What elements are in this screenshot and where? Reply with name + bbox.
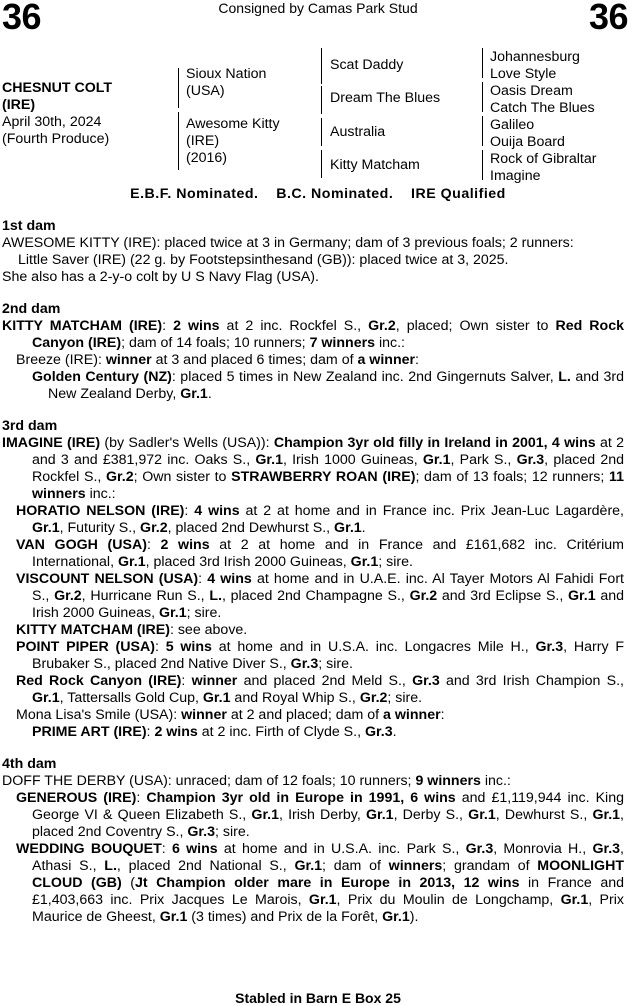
pedigree-line	[482, 82, 483, 112]
produce-entry: PRIME ART (IRE): 2 wins at 2 inc. Firth of Clyde S., Gr.3.	[32, 724, 397, 740]
produce-entry: Golden Century (NZ): placed 5 times in New Zealand inc. 2nd Gingernuts Salver, L. and 3rd New Zealand Derby, Gr.1.	[32, 369, 625, 402]
pedigree-dam-dam: Kitty Matcham	[330, 157, 420, 173]
dam-paragraph: KITTY MATCHAM (IRE): 2 wins at 2 inc. Rockfel S., Gr.2, placed; Own sister to Red Rock Canyon (IRE); dam of 14 foals; 10 runners; 7 winners inc.:	[2, 318, 624, 351]
pedigree-line	[178, 112, 179, 170]
lot-number-right: 36	[588, 0, 628, 37]
third-dam-heading: 3rd dam	[2, 418, 58, 434]
produce-entry: Little Saver (IRE) (22 g. by Footstepsinthesand (GB)): placed twice at 3, 2025.	[18, 252, 509, 268]
produce-entry: VAN GOGH (USA): 2 wins at 2 at home and in France and £161,682 inc. Critérium International, Gr.1, placed 3rd Irish 2000 Guineas, Gr.1; sire.	[16, 537, 624, 570]
produce-note: She also has a 2-y-o colt by U S Navy Flag (USA).	[2, 269, 319, 285]
produce-entry: HORATIO NELSON (IRE): 4 wins at 2 at home and in France inc. Prix Jean-Luc Lagardère, Gr.1, Futurity S., Gr.2, placed 2nd Dewhurst S., Gr.1.	[16, 503, 625, 536]
pedigree-dam: Awesome Kitty (IRE) (2016)	[186, 116, 280, 166]
produce-entry: WEDDING BOUQUET: 6 wins at home and in U.S.A. inc. Park S., Gr.3, Monrovia H., Gr.3, Athasi S., L., placed 2nd National S., Gr.1; dam of winners; grandam of MOONLIGHT CLOUD (GB) (Jt Champion older mare in Europe in 2013, 12 wins in France and £1,403,663 inc. Prix Jacques Le Marois, Gr.1, Prix du Moulin de Longchamp, Gr.1, Prix Maurice de Gheest, Gr.1 (3 times) and Prix de la Forêt, Gr.1).	[16, 841, 624, 925]
stabling-footer: Stabled in Barn E Box 25	[235, 990, 401, 1006]
horse-country: (IRE)	[2, 97, 36, 113]
produce-entry: KITTY MATCHAM (IRE): see above.	[16, 622, 248, 638]
produce-entry: POINT PIPER (USA): 5 wins at home and in U.S.A. inc. Longacres Mile H., Gr.3, Harry F Brubaker S., placed 2nd Native Diver S., Gr.3; sire.	[16, 639, 625, 672]
produce-entry: Red Rock Canyon (IRE): winner and placed 2nd Meld S., Gr.3 and 3rd Irish Champion S., Gr.1, Tattersalls Gold Cup, Gr.1 and Royal Whip S., Gr.2; sire.	[16, 673, 624, 706]
pedigree-sire-dam: Dream The Blues	[330, 90, 441, 106]
pedigree-line	[321, 150, 322, 178]
produce-entry: Breeze (IRE): winner at 3 and placed 6 times; dam of a winner:	[16, 352, 419, 368]
second-dam-heading: 2nd dam	[2, 301, 61, 317]
produce-entry: GENEROUS (IRE): Champion 3yr old in Europe in 1991, 6 wins and £1,119,944 inc. King George VI & Queen Elizabeth S., Gr.1, Irish Derby, Gr.1, Derby S., Gr.1, Dewhurst S., Gr.1, placed 2nd Coventry S., Gr.3; sire.	[16, 790, 624, 840]
pedigree-dam-sire: Australia	[330, 124, 386, 140]
pedigree-line	[321, 48, 322, 84]
consignor: Consigned by Camas Park Stud	[218, 0, 418, 16]
pedigree-sire-sire: Scat Daddy	[330, 57, 404, 73]
lot-number-left: 36	[2, 0, 42, 37]
horse-identity	[2, 80, 112, 148]
produce-entry: VISCOUNT NELSON (USA): 4 wins at home and in U.A.E. inc. Al Tayer Motors Al Fahidi Fort S., Gr.2, Hurricane Run S., L., placed 2nd Champagne S., Gr.2 and 3rd Eclipse S., Gr.1 and Irish 2000 Guineas, Gr.1; sire.	[16, 571, 624, 621]
catalogue-page	[2, 218, 624, 926]
fourth-dam-heading: 4th dam	[2, 756, 57, 772]
pedigree-line	[321, 118, 322, 146]
pedigree-line	[321, 86, 322, 114]
pedigree-third-generation: Johannesburg Love Style Oasis Dream Catch The Blues Galileo Ouija Board Rock of Gibraltar Imagine	[490, 49, 597, 184]
horse-name: CHESNUT COLT	[2, 80, 113, 96]
pedigree-line	[178, 68, 179, 108]
pedigree-sire: Sioux Nation (USA)	[186, 66, 267, 99]
nominations: E.B.F. Nominated. B.C. Nominated. IRE Qualified	[130, 186, 506, 202]
first-dam-heading: 1st dam	[2, 218, 56, 234]
pedigree-line	[482, 48, 483, 78]
pedigree-line	[482, 116, 483, 146]
produce-entry: Mona Lisa's Smile (USA): winner at 2 and placed; dam of a winner:	[16, 707, 445, 723]
foaling-date: April 30th, 2024	[2, 114, 102, 130]
produce-number: (Fourth Produce)	[2, 131, 110, 147]
pedigree-line	[482, 150, 483, 180]
dam-paragraph: AWESOME KITTY (IRE): placed twice at 3 in Germany; dam of 3 previous foals; 2 runners:	[2, 235, 574, 251]
dam-paragraph: DOFF THE DERBY (USA): unraced; dam of 12 foals; 10 runners; 9 winners inc.:	[2, 773, 511, 789]
dam-paragraph: IMAGINE (IRE) (by Sadler's Wells (USA)): Champion 3yr old filly in Ireland in 2001, 4 wins at 2 and 3 and £381,972 inc. Oaks S., Gr.1, Irish 1000 Guineas, Gr.1, Park S., Gr.3, placed 2nd Rockfel S., Gr.2; Own sister to STRAWBERRY ROAN (IRE); dam of 13 foals; 12 runners; 11 winners inc.:	[2, 435, 625, 502]
